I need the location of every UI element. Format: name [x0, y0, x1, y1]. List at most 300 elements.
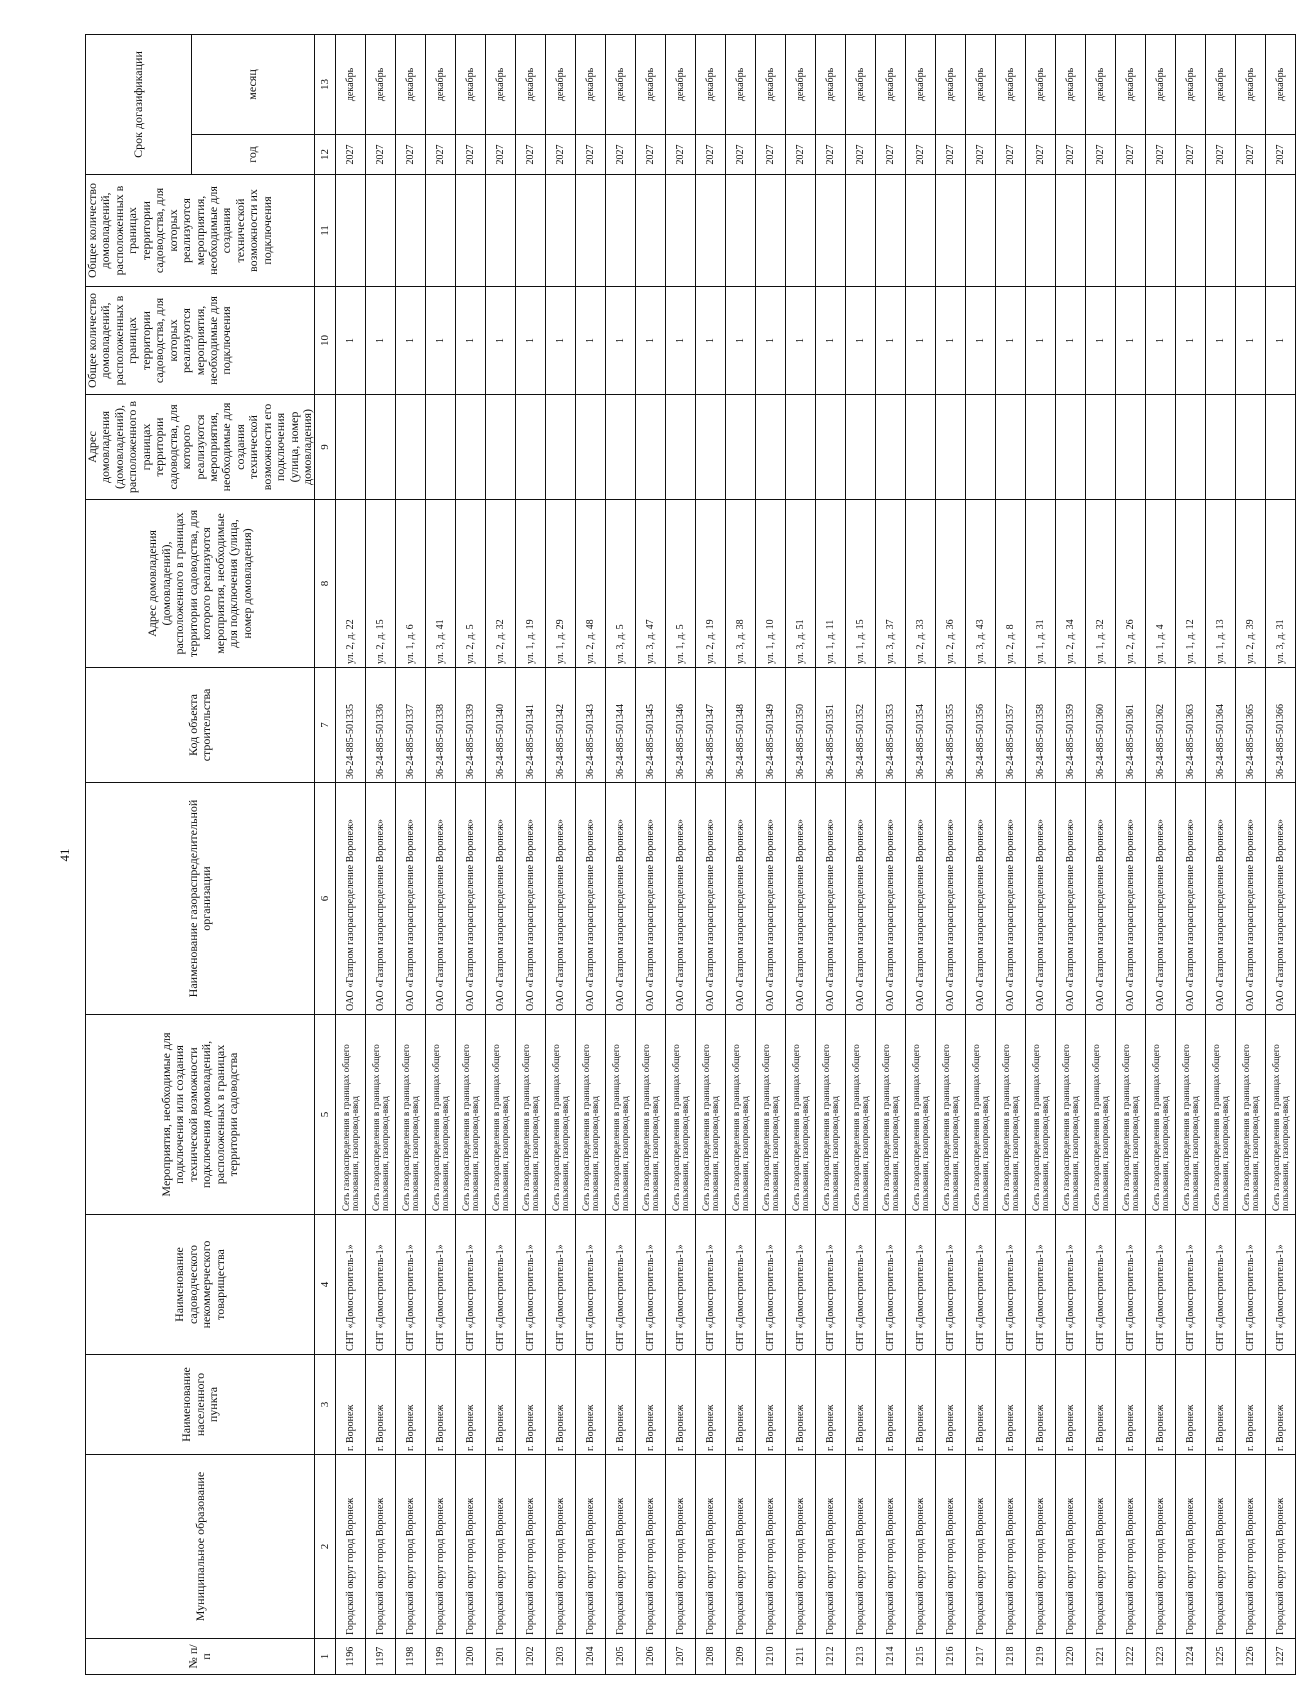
- count-capability-cell: [516, 175, 546, 287]
- municipality-cell: Городской округ город Воронеж: [456, 1455, 486, 1639]
- settlement-cell: г. Воронеж: [456, 1355, 486, 1455]
- year-cell: 2027: [1146, 135, 1176, 175]
- table-body: [336, 34, 1296, 1674]
- municipality-cell: Городской округ город Воронеж: [696, 1455, 726, 1639]
- snt-cell: СНТ «Домостроитель-1»: [516, 1215, 546, 1355]
- snt-cell: СНТ «Домостроитель-1»: [1176, 1215, 1206, 1355]
- table-row: [786, 34, 816, 1674]
- settlement-cell: г. Воронеж: [396, 1355, 426, 1455]
- count-capability-cell: [1206, 175, 1236, 287]
- measures-cell: Сеть газораспределения в границах общего пользования, газопровод-ввод: [756, 1015, 786, 1215]
- municipality-cell: Городской округ город Воронеж: [336, 1455, 366, 1639]
- address-capability-cell: [636, 395, 666, 500]
- measures-cell: Сеть газораспределения в границах общего пользования, газопровод-ввод: [1266, 1015, 1296, 1215]
- settlement-cell: г. Воронеж: [846, 1355, 876, 1455]
- address-capability-cell: [606, 395, 636, 500]
- address-capability-cell: [426, 395, 456, 500]
- col-number: 5: [315, 1015, 336, 1215]
- count-connection-cell: 1: [1056, 287, 1086, 395]
- row-number: 1204: [576, 1639, 606, 1675]
- count-connection-cell: 1: [396, 287, 426, 395]
- month-cell: декабрь: [1206, 34, 1236, 134]
- count-connection-cell: 1: [936, 287, 966, 395]
- address-capability-cell: [486, 395, 516, 500]
- col-number: 13: [315, 34, 336, 134]
- snt-cell: СНТ «Домостроитель-1»: [996, 1215, 1026, 1355]
- count-connection-cell: 1: [846, 287, 876, 395]
- organization-cell: ОАО «Газпром газораспределение Воронеж»: [366, 783, 396, 1015]
- address-capability-cell: [966, 395, 996, 500]
- organization-cell: ОАО «Газпром газораспределение Воронеж»: [936, 783, 966, 1015]
- row-number: 1220: [1056, 1639, 1086, 1675]
- address-capability-cell: [756, 395, 786, 500]
- month-cell: декабрь: [516, 34, 546, 134]
- count-capability-cell: [666, 175, 696, 287]
- settlement-cell: г. Воронеж: [486, 1355, 516, 1455]
- settlement-cell: г. Воронеж: [1236, 1355, 1266, 1455]
- municipality-cell: Городской округ город Воронеж: [1026, 1455, 1056, 1639]
- address-cell: ул. 2, д. 36: [936, 500, 966, 668]
- snt-cell: СНТ «Домостроитель-1»: [336, 1215, 366, 1355]
- month-cell: декабрь: [816, 34, 846, 134]
- row-number: 1215: [906, 1639, 936, 1675]
- organization-cell: ОАО «Газпром газораспределение Воронеж»: [846, 783, 876, 1015]
- count-connection-cell: 1: [456, 287, 486, 395]
- address-cell: ул. 1, д. 31: [1026, 500, 1056, 668]
- count-connection-cell: 1: [816, 287, 846, 395]
- snt-cell: СНТ «Домостроитель-1»: [1206, 1215, 1236, 1355]
- snt-cell: СНТ «Домостроитель-1»: [816, 1215, 846, 1355]
- address-cell: ул. 1, д. 19: [516, 500, 546, 668]
- measures-cell: Сеть газораспределения в границах общего пользования, газопровод-ввод: [1236, 1015, 1266, 1215]
- object-code-cell: 36-24-885-501360: [1086, 668, 1116, 783]
- row-number: 1203: [546, 1639, 576, 1675]
- row-number: 1206: [636, 1639, 666, 1675]
- col-number: 10: [315, 287, 336, 395]
- object-code-cell: 36-24-885-501353: [876, 668, 906, 783]
- measures-cell: Сеть газораспределения в границах общего пользования, газопровод-ввод: [936, 1015, 966, 1215]
- table-row: [396, 34, 426, 1674]
- snt-cell: СНТ «Домостроитель-1»: [696, 1215, 726, 1355]
- row-number: 1224: [1176, 1639, 1206, 1675]
- object-code-cell: 36-24-885-501363: [1176, 668, 1206, 783]
- rotated-page: [45, 35, 1290, 1675]
- month-cell: декабрь: [606, 34, 636, 134]
- snt-cell: СНТ «Домостроитель-1»: [936, 1215, 966, 1355]
- snt-cell: СНТ «Домостроитель-1»: [1236, 1215, 1266, 1355]
- object-code-cell: 36-24-885-501366: [1266, 668, 1296, 783]
- measures-cell: Сеть газораспределения в границах общего пользования, газопровод-ввод: [606, 1015, 636, 1215]
- address-capability-cell: [846, 395, 876, 500]
- month-cell: декабрь: [756, 34, 786, 134]
- snt-cell: СНТ «Домостроитель-1»: [366, 1215, 396, 1355]
- row-number: 1219: [1026, 1639, 1056, 1675]
- count-connection-cell: 1: [516, 287, 546, 395]
- row-number: 1221: [1086, 1639, 1116, 1675]
- year-cell: 2027: [906, 135, 936, 175]
- month-cell: декабрь: [486, 34, 516, 134]
- row-number: 1226: [1236, 1639, 1266, 1675]
- snt-cell: СНТ «Домостроитель-1»: [1086, 1215, 1116, 1355]
- header-count-connection: Общее количество домовладений, расположенных в границах территории садоводства, для которых реализуются мероприятия, необходимые для подключения: [86, 287, 315, 395]
- object-code-cell: 36-24-885-501357: [996, 668, 1026, 783]
- organization-cell: ОАО «Газпром газораспределение Воронеж»: [456, 783, 486, 1015]
- header-organization: Наименование газораспределительной организации: [86, 783, 315, 1015]
- count-capability-cell: [366, 175, 396, 287]
- snt-cell: СНТ «Домостроитель-1»: [756, 1215, 786, 1355]
- address-capability-cell: [936, 395, 966, 500]
- year-cell: 2027: [696, 135, 726, 175]
- settlement-cell: г. Воронеж: [1056, 1355, 1086, 1455]
- municipality-cell: Городской округ город Воронеж: [726, 1455, 756, 1639]
- header-object-code: Код объекта строительства: [86, 668, 315, 783]
- header-deadline: Срок догазификации: [86, 34, 192, 174]
- table-row: [1116, 34, 1146, 1674]
- address-capability-cell: [1236, 395, 1266, 500]
- address-capability-cell: [1026, 395, 1056, 500]
- settlement-cell: г. Воронеж: [816, 1355, 846, 1455]
- measures-cell: Сеть газораспределения в границах общего пользования, газопровод-ввод: [786, 1015, 816, 1215]
- measures-cell: Сеть газораспределения в границах общего пользования, газопровод-ввод: [1146, 1015, 1176, 1215]
- count-capability-cell: [1146, 175, 1176, 287]
- object-code-cell: 36-24-885-501345: [636, 668, 666, 783]
- count-capability-cell: [786, 175, 816, 287]
- address-cell: ул. 3, д. 37: [876, 500, 906, 668]
- object-code-cell: 36-24-885-501362: [1146, 668, 1176, 783]
- year-cell: 2027: [726, 135, 756, 175]
- month-cell: декабрь: [786, 34, 816, 134]
- count-connection-cell: 1: [906, 287, 936, 395]
- year-cell: 2027: [456, 135, 486, 175]
- measures-cell: Сеть газораспределения в границах общего пользования, газопровод-ввод: [696, 1015, 726, 1215]
- object-code-cell: 36-24-885-501351: [816, 668, 846, 783]
- municipality-cell: Городской округ город Воронеж: [666, 1455, 696, 1639]
- address-cell: ул. 3, д. 51: [786, 500, 816, 668]
- municipality-cell: Городской округ город Воронеж: [1206, 1455, 1236, 1639]
- address-capability-cell: [516, 395, 546, 500]
- municipality-cell: Городской округ город Воронеж: [546, 1455, 576, 1639]
- row-number: 1199: [426, 1639, 456, 1675]
- month-cell: декабрь: [396, 34, 426, 134]
- settlement-cell: г. Воронеж: [516, 1355, 546, 1455]
- count-capability-cell: [1116, 175, 1146, 287]
- settlement-cell: г. Воронеж: [906, 1355, 936, 1455]
- measures-cell: Сеть газораспределения в границах общего пользования, газопровод-ввод: [636, 1015, 666, 1215]
- snt-cell: СНТ «Домостроитель-1»: [486, 1215, 516, 1355]
- year-cell: 2027: [1236, 135, 1266, 175]
- municipality-cell: Городской округ город Воронеж: [1176, 1455, 1206, 1639]
- organization-cell: ОАО «Газпром газораспределение Воронеж»: [396, 783, 426, 1015]
- table-row: [546, 34, 576, 1674]
- measures-cell: Сеть газораспределения в границах общего пользования, газопровод-ввод: [906, 1015, 936, 1215]
- table-row: [1206, 34, 1236, 1674]
- address-cell: ул. 2, д. 33: [906, 500, 936, 668]
- object-code-cell: 36-24-885-501336: [366, 668, 396, 783]
- count-connection-cell: 1: [876, 287, 906, 395]
- count-connection-cell: 1: [366, 287, 396, 395]
- table-row: [636, 34, 666, 1674]
- settlement-cell: г. Воронеж: [996, 1355, 1026, 1455]
- table-row: [816, 34, 846, 1674]
- count-connection-cell: 1: [966, 287, 996, 395]
- row-number: 1217: [966, 1639, 996, 1675]
- address-capability-cell: [1176, 395, 1206, 500]
- count-capability-cell: [576, 175, 606, 287]
- address-capability-cell: [1146, 395, 1176, 500]
- year-cell: 2027: [426, 135, 456, 175]
- municipality-cell: Городской округ город Воронеж: [1146, 1455, 1176, 1639]
- organization-cell: ОАО «Газпром газораспределение Воронеж»: [336, 783, 366, 1015]
- address-cell: ул. 2, д. 39: [1236, 500, 1266, 668]
- settlement-cell: г. Воронеж: [1026, 1355, 1056, 1455]
- table-row: [1176, 34, 1206, 1674]
- snt-cell: СНТ «Домостроитель-1»: [726, 1215, 756, 1355]
- object-code-cell: 36-24-885-501350: [786, 668, 816, 783]
- row-number: 1209: [726, 1639, 756, 1675]
- address-cell: ул. 1, д. 10: [756, 500, 786, 668]
- year-cell: 2027: [1086, 135, 1116, 175]
- address-cell: ул. 2, д. 48: [576, 500, 606, 668]
- address-cell: ул. 2, д. 26: [1116, 500, 1146, 668]
- address-capability-cell: [396, 395, 426, 500]
- count-connection-cell: 1: [1236, 287, 1266, 395]
- year-cell: 2027: [396, 135, 426, 175]
- municipality-cell: Городской округ город Воронеж: [636, 1455, 666, 1639]
- measures-cell: Сеть газораспределения в границах общего пользования, газопровод-ввод: [396, 1015, 426, 1215]
- settlement-cell: г. Воронеж: [636, 1355, 666, 1455]
- row-number: 1222: [1116, 1639, 1146, 1675]
- header-snt: Наименование садоводческого некоммерческого товарищества: [86, 1215, 315, 1355]
- row-number: 1225: [1206, 1639, 1236, 1675]
- count-capability-cell: [606, 175, 636, 287]
- object-code-cell: 36-24-885-501365: [1236, 668, 1266, 783]
- count-capability-cell: [636, 175, 666, 287]
- municipality-cell: Городской округ город Воронеж: [426, 1455, 456, 1639]
- month-cell: декабрь: [1086, 34, 1116, 134]
- municipality-cell: Городской округ город Воронеж: [786, 1455, 816, 1639]
- organization-cell: ОАО «Газпром газораспределение Воронеж»: [906, 783, 936, 1015]
- year-cell: 2027: [1056, 135, 1086, 175]
- table-row: [1086, 34, 1116, 1674]
- count-connection-cell: 1: [576, 287, 606, 395]
- organization-cell: ОАО «Газпром газораспределение Воронеж»: [636, 783, 666, 1015]
- snt-cell: СНТ «Домостроитель-1»: [456, 1215, 486, 1355]
- year-cell: 2027: [366, 135, 396, 175]
- count-connection-cell: 1: [726, 287, 756, 395]
- settlement-cell: г. Воронеж: [786, 1355, 816, 1455]
- organization-cell: ОАО «Газпром газораспределение Воронеж»: [966, 783, 996, 1015]
- table-row: [846, 34, 876, 1674]
- count-capability-cell: [546, 175, 576, 287]
- table-row: [456, 34, 486, 1674]
- measures-cell: Сеть газораспределения в границах общего пользования, газопровод-ввод: [966, 1015, 996, 1215]
- col-number: 8: [315, 500, 336, 668]
- header-municipality: Муниципальное образование: [86, 1455, 315, 1639]
- month-cell: декабрь: [1026, 34, 1056, 134]
- municipality-cell: Городской округ город Воронеж: [1116, 1455, 1146, 1639]
- municipality-cell: Городской округ город Воронеж: [1236, 1455, 1266, 1639]
- count-connection-cell: 1: [1176, 287, 1206, 395]
- month-cell: декабрь: [576, 34, 606, 134]
- snt-cell: СНТ «Домостроитель-1»: [606, 1215, 636, 1355]
- address-capability-cell: [1086, 395, 1116, 500]
- organization-cell: ОАО «Газпром газораспределение Воронеж»: [1236, 783, 1266, 1015]
- object-code-cell: 36-24-885-501348: [726, 668, 756, 783]
- year-cell: 2027: [936, 135, 966, 175]
- object-code-cell: 36-24-885-501359: [1056, 668, 1086, 783]
- col-number: 11: [315, 175, 336, 287]
- municipality-cell: Городской округ город Воронеж: [756, 1455, 786, 1639]
- address-cell: ул. 1, д. 5: [666, 500, 696, 668]
- month-cell: декабрь: [1236, 34, 1266, 134]
- year-cell: 2027: [576, 135, 606, 175]
- month-cell: декабрь: [906, 34, 936, 134]
- snt-cell: СНТ «Домостроитель-1»: [906, 1215, 936, 1355]
- address-capability-cell: [1206, 395, 1236, 500]
- year-cell: 2027: [996, 135, 1026, 175]
- snt-cell: СНТ «Домостроитель-1»: [636, 1215, 666, 1355]
- year-cell: 2027: [1176, 135, 1206, 175]
- header-settlement: Наименование населенного пункта: [86, 1355, 315, 1455]
- year-cell: 2027: [666, 135, 696, 175]
- municipality-cell: Городской округ город Воронеж: [366, 1455, 396, 1639]
- count-connection-cell: 1: [636, 287, 666, 395]
- municipality-cell: Городской округ город Воронеж: [516, 1455, 546, 1639]
- organization-cell: ОАО «Газпром газораспределение Воронеж»: [1206, 783, 1236, 1015]
- col-number: 2: [315, 1455, 336, 1639]
- month-cell: декабрь: [666, 34, 696, 134]
- month-cell: декабрь: [846, 34, 876, 134]
- organization-cell: ОАО «Газпром газораспределение Воронеж»: [786, 783, 816, 1015]
- snt-cell: СНТ «Домостроитель-1»: [1146, 1215, 1176, 1355]
- col-number: 9: [315, 395, 336, 500]
- table-row: [1266, 34, 1296, 1674]
- row-number: 1227: [1266, 1639, 1296, 1675]
- address-capability-cell: [996, 395, 1026, 500]
- measures-cell: Сеть газораспределения в границах общего пользования, газопровод-ввод: [1206, 1015, 1236, 1215]
- settlement-cell: г. Воронеж: [546, 1355, 576, 1455]
- col-number: 3: [315, 1355, 336, 1455]
- organization-cell: ОАО «Газпром газораспределение Воронеж»: [996, 783, 1026, 1015]
- address-capability-cell: [576, 395, 606, 500]
- object-code-cell: 36-24-885-501346: [666, 668, 696, 783]
- snt-cell: СНТ «Домостроитель-1»: [396, 1215, 426, 1355]
- address-cell: ул. 2, д. 8: [996, 500, 1026, 668]
- address-cell: ул. 1, д. 13: [1206, 500, 1236, 668]
- month-cell: декабрь: [936, 34, 966, 134]
- object-code-cell: 36-24-885-501349: [756, 668, 786, 783]
- measures-cell: Сеть газораспределения в границах общего пользования, газопровод-ввод: [846, 1015, 876, 1215]
- municipality-cell: Городской округ город Воронеж: [606, 1455, 636, 1639]
- year-cell: 2027: [516, 135, 546, 175]
- settlement-cell: г. Воронеж: [1146, 1355, 1176, 1455]
- organization-cell: ОАО «Газпром газораспределение Воронеж»: [816, 783, 846, 1015]
- count-connection-cell: 1: [996, 287, 1026, 395]
- col-number: 1: [315, 1639, 336, 1675]
- year-cell: 2027: [816, 135, 846, 175]
- count-connection-cell: 1: [1146, 287, 1176, 395]
- count-capability-cell: [1176, 175, 1206, 287]
- table-row: [1026, 34, 1056, 1674]
- count-capability-cell: [1266, 175, 1296, 287]
- year-cell: 2027: [1206, 135, 1236, 175]
- count-capability-cell: [696, 175, 726, 287]
- count-capability-cell: [1056, 175, 1086, 287]
- count-connection-cell: 1: [1086, 287, 1116, 395]
- header-measures: Мероприятия, необходимые для подключения или создания технической возможности подключения домовладений, расположенных в границах территории садоводства: [86, 1015, 315, 1215]
- month-cell: декабрь: [726, 34, 756, 134]
- snt-cell: СНТ «Домостроитель-1»: [846, 1215, 876, 1355]
- count-capability-cell: [816, 175, 846, 287]
- measures-cell: Сеть газораспределения в границах общего пользования, газопровод-ввод: [456, 1015, 486, 1215]
- address-cell: ул. 1, д. 29: [546, 500, 576, 668]
- snt-cell: СНТ «Домостроитель-1»: [876, 1215, 906, 1355]
- count-capability-cell: [486, 175, 516, 287]
- year-cell: 2027: [546, 135, 576, 175]
- settlement-cell: г. Воронеж: [1176, 1355, 1206, 1455]
- measures-cell: Сеть газораспределения в границах общего пользования, газопровод-ввод: [1026, 1015, 1056, 1215]
- count-connection-cell: 1: [756, 287, 786, 395]
- object-code-cell: 36-24-885-501339: [456, 668, 486, 783]
- measures-cell: Сеть газораспределения в границах общего пользования, газопровод-ввод: [876, 1015, 906, 1215]
- organization-cell: ОАО «Газпром газораспределение Воронеж»: [486, 783, 516, 1015]
- object-code-cell: 36-24-885-501338: [426, 668, 456, 783]
- table-row: [1146, 34, 1176, 1674]
- year-cell: 2027: [1266, 135, 1296, 175]
- settlement-cell: г. Воронеж: [696, 1355, 726, 1455]
- snt-cell: СНТ «Домостроитель-1»: [666, 1215, 696, 1355]
- table-row: [366, 34, 396, 1674]
- organization-cell: ОАО «Газпром газораспределение Воронеж»: [1146, 783, 1176, 1015]
- month-cell: декабрь: [366, 34, 396, 134]
- address-capability-cell: [876, 395, 906, 500]
- table-row: [1056, 34, 1086, 1674]
- row-number: 1197: [366, 1639, 396, 1675]
- row-number: 1214: [876, 1639, 906, 1675]
- snt-cell: СНТ «Домостроитель-1»: [1056, 1215, 1086, 1355]
- address-cell: ул. 3, д. 31: [1266, 500, 1296, 668]
- count-capability-cell: [846, 175, 876, 287]
- count-connection-cell: 1: [336, 287, 366, 395]
- address-cell: ул. 2, д. 19: [696, 500, 726, 668]
- row-number: 1211: [786, 1639, 816, 1675]
- measures-cell: Сеть газораспределения в границах общего пользования, газопровод-ввод: [576, 1015, 606, 1215]
- settlement-cell: г. Воронеж: [576, 1355, 606, 1455]
- address-capability-cell: [546, 395, 576, 500]
- address-cell: ул. 2, д. 5: [456, 500, 486, 668]
- header-count-capability: Общее количество домовладений, расположенных в границах территории садоводства, для которых реализуются мероприятия, необходимые для создания технической возможности их подключения: [86, 175, 315, 287]
- row-number: 1212: [816, 1639, 846, 1675]
- year-cell: 2027: [336, 135, 366, 175]
- col-number: 6: [315, 783, 336, 1015]
- organization-cell: ОАО «Газпром газораспределение Воронеж»: [546, 783, 576, 1015]
- year-cell: 2027: [636, 135, 666, 175]
- table-row: [696, 34, 726, 1674]
- table-row: [336, 34, 366, 1674]
- count-capability-cell: [1236, 175, 1266, 287]
- settlement-cell: г. Воронеж: [876, 1355, 906, 1455]
- measures-cell: Сеть газораспределения в границах общего пользования, газопровод-ввод: [996, 1015, 1026, 1215]
- month-cell: декабрь: [336, 34, 366, 134]
- organization-cell: ОАО «Газпром газораспределение Воронеж»: [876, 783, 906, 1015]
- count-capability-cell: [966, 175, 996, 287]
- address-cell: ул. 3, д. 5: [606, 500, 636, 668]
- snt-cell: СНТ «Домостроитель-1»: [786, 1215, 816, 1355]
- year-cell: 2027: [756, 135, 786, 175]
- count-capability-cell: [456, 175, 486, 287]
- month-cell: декабрь: [1266, 34, 1296, 134]
- count-capability-cell: [336, 175, 366, 287]
